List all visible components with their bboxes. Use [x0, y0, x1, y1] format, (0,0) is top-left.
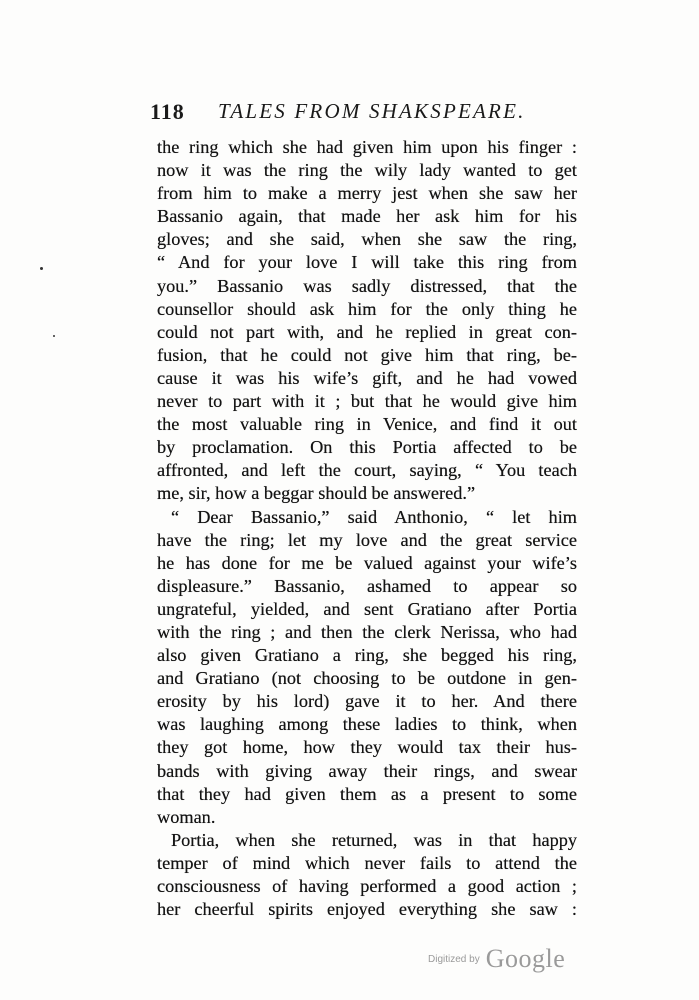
- paragraph-start-line: Portia, when she returned, was in that happy: [171, 829, 577, 850]
- text-line: also given Gratiano a ring, she begged his ring,: [157, 645, 577, 666]
- book-title: TALES FROM SHAKSPEARE.: [218, 99, 526, 123]
- text-line: could not part with, and he replied in great con-: [157, 321, 577, 342]
- text-line: me, sir, how a beggar should be answered.”: [157, 483, 476, 504]
- text-line: affronted, and left the court, saying, “ You teach: [157, 460, 577, 481]
- text-line: Bassanio again, that made her ask him for his: [157, 206, 577, 227]
- text-line: with the ring ; and then the clerk Nerissa, who had: [157, 621, 577, 642]
- margin-speck: [40, 267, 43, 270]
- text-line: was laughing among these ladies to think, when: [157, 714, 577, 735]
- text-line: now it was the ring the wily lady wanted to get: [157, 160, 577, 181]
- text-line: by proclamation. On this Portia affected to be: [157, 437, 577, 458]
- text-line: the ring which she had given him upon his finger :: [157, 137, 577, 157]
- text-line: ungrateful, yielded, and sent Gratiano after Portia: [157, 598, 577, 619]
- text-line: have the ring; let my love and the great service: [157, 529, 577, 550]
- margin-speck: [53, 335, 55, 337]
- running-head: [150, 99, 570, 129]
- text-line: erosity by his lord) gave it to her. And there: [157, 691, 577, 712]
- text-line: her cheerful spirits enjoyed everything she saw :: [157, 899, 577, 920]
- body-text: [157, 136, 577, 921]
- google-logo: Google: [485, 944, 566, 973]
- text-line: consciousness of having performed a good action ;: [157, 876, 577, 896]
- text-line: gloves; and she said, when she saw the ring,: [157, 229, 577, 250]
- text-line: the most valuable ring in Venice, and find it out: [157, 414, 577, 435]
- text-line: counsellor should ask him for the only thing he: [157, 298, 577, 319]
- text-line: bands with giving away their rings, and swear: [157, 760, 577, 781]
- paragraph-start-line: “ Dear Bassanio,” said Anthonio, “ let him: [171, 506, 577, 527]
- text-line: you.” Bassanio was sadly distressed, that the: [157, 275, 577, 296]
- text-line: displeasure.” Bassanio, ashamed to appear so: [157, 575, 577, 596]
- text-line: that they had given them as a present to some: [157, 783, 577, 804]
- text-line: cause it was his wife’s gift, and he had vowed: [157, 367, 577, 388]
- text-line: he has done for me be valued against your wife’s: [157, 552, 577, 573]
- text-line: “ And for your love I will take this ring from: [157, 252, 577, 273]
- text-line: fusion, that he could not give him that ring, be-: [157, 344, 577, 365]
- text-line: never to part with it ; but that he would give him: [157, 391, 577, 412]
- text-line: and Gratiano (not choosing to be outdone in gen-: [157, 668, 577, 689]
- text-line: they got home, how they would tax their hus-: [157, 737, 577, 758]
- text-line: from him to make a merry jest when she saw her: [157, 183, 577, 204]
- digitized-watermark: [428, 944, 565, 974]
- page-number: 118: [150, 99, 185, 124]
- text-line: woman.: [157, 806, 216, 827]
- text-line: temper of mind which never fails to attend the: [157, 852, 577, 873]
- watermark-prefix: Digitized by: [428, 953, 480, 965]
